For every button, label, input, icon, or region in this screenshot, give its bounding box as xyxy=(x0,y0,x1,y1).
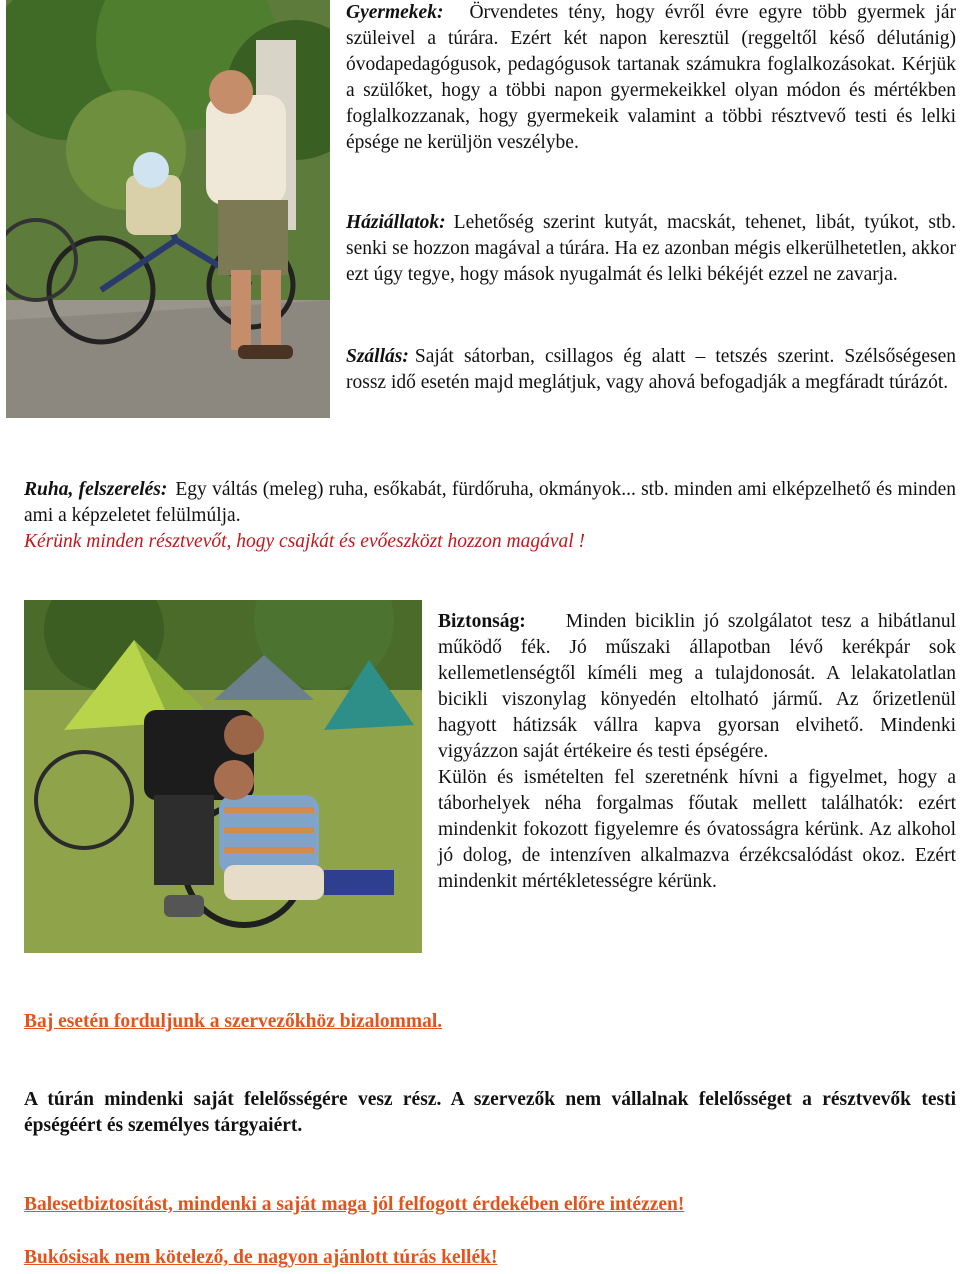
notice-helmet[interactable]: Bukósisak nem kötelező, de nagyon ajánlott túrás kellék! xyxy=(24,1247,498,1268)
lodging-term: Szállás: xyxy=(346,346,409,367)
photo-cyclist-with-child xyxy=(6,0,330,418)
pets-term: Háziállatok: xyxy=(346,212,446,233)
lodging-text: Saját sátorban, csillagos ég alatt – tetszés szerint. Szélsőségesen rossz idő esetén majd meglátjuk, vagy ahová befogadják a megfáradt túrázót. xyxy=(346,346,956,393)
safety-term: Biztonság: xyxy=(438,611,526,632)
notice-contact-organizers[interactable]: Baj esetén forduljunk a szervezőkhöz bizalommal. xyxy=(24,1011,443,1032)
children-paragraph xyxy=(346,0,956,156)
pets-paragraph xyxy=(346,210,956,288)
clothing-paragraph xyxy=(24,477,956,529)
children-text: Örvendetes tény, hogy évről évre egyre több gyermek jár szüleivel a túrára. Ezért két napon keresztül (reggeltől késő délutánig) óvodapedagógusok, pedagógusok tartanak számukra foglalkozásokat. Kérjük a szülőket, hogy a többi napon gyermekeikkel olyan módon és mértékben foglalkozzanak, hogy gyermekeik valamint a többi résztvevő testi és lelki épsége ne kerüljön veszélybe. xyxy=(346,2,956,153)
clothing-text: Egy váltás (meleg) ruha, esőkabát, fürdőruha, okmányok... stb. minden ami elképzelhető és minden ami a képzeletet felülmúlja. xyxy=(24,479,957,526)
safety-text-1: Minden biciklin jó szolgálatot tesz a hibátlanul működő fék. Jó műszaki állapotban lévő kerékpár sok kellemetlenségtől kíméli meg a tulajdonosát. A lelakatolatlan bicikli viszonylag könyedén eltolható jármű. Az őrizetlenül hagyott hátizsák vállra kapva gyorsan elvihető. Mindenki vigyázzon saját értékeire és testi épségére. xyxy=(438,611,956,762)
responsibility-notice: A túrán mindenki saját felelősségére vesz rész. A szervezők nem vállalnak felelősséget a résztvevők testi épségéért és személyes tárgyaiért. xyxy=(24,1089,956,1136)
clothing-highlight: Kérünk minden résztvevőt, hogy csajkát és evőeszközt hozzon magával ! xyxy=(24,531,586,552)
safety-paragraph-1 xyxy=(438,609,956,765)
children-term: Gyermekek: xyxy=(346,2,444,23)
safety-paragraph-2: Külön és ismételten fel szeretnénk hívni a figyelmet, hogy a táborhelyek néha forgalmas főutak mellett találhatók: ezért mindenkit fokozott figyelemre és óvatosságra kérünk. Az alkohol jó dolog, de intenzíven alkalmazva érzékcsalódást okoz. Ezért mindenkit mértékletességre kérünk. xyxy=(438,767,956,892)
lodging-paragraph xyxy=(346,344,956,396)
pets-text: Lehetőség szerint kutyát, macskát, tehenet, libát, tyúkot, stb. senki se hozzon magával a túrára. Ha ez azonban mégis elkerülhetetlen, akkor ezt úgy tegye, hogy mások nyugalmát és lelki békéjét ezzel ne zavarja. xyxy=(346,212,956,285)
notice-insurance[interactable]: Balesetbiztosítást, mindenki a saját maga jól felfogott érdekében előre intézzen! xyxy=(24,1194,685,1215)
photo-camp-bike-repair xyxy=(24,600,422,953)
clothing-term: Ruha, felszerelés: xyxy=(24,479,168,500)
